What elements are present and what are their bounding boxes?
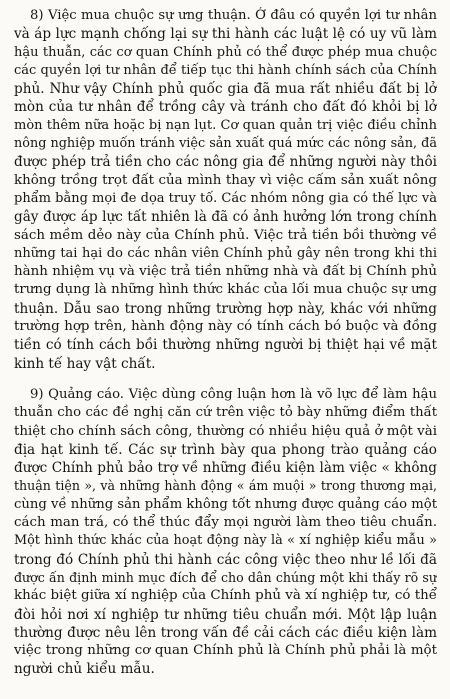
text-line: gây được áp lực tất nhiên là đã có ảnh hưởng lớn trong chính	[14, 209, 437, 226]
text-line: những tai hại do các nhân viên Chính phủ gây nên trong khi thi	[14, 245, 437, 261]
text-line: không trồng trọt đất của mình thay vì việc cấm sản xuất nông	[14, 172, 437, 188]
text-line: và áp lực mạnh chống lại sự thi hành các luật lệ có uy vũ làm	[14, 26, 437, 43]
text-line: việc trong những cơ quan Chính phủ là Chính phủ phải là một	[14, 643, 437, 659]
text-line: thiệt cho chính sách công, thường có nhiều hiệu quả ở một vài	[14, 423, 437, 439]
text-line: được phép trả tiền cho các nông gia để những người này thôi	[14, 154, 437, 171]
text-line: địa hạt kinh tế. Các sự trình bày qua phong trào quảng cáo	[14, 441, 437, 458]
text-line: sách mềm dẻo này của Chính phủ. Việc trả tiền bồi thường về	[14, 227, 437, 243]
text-line: thuận tiện », và những hành động « ám muội » trong thương mại,	[14, 478, 437, 494]
text-line: 8) Việc mua chuộc sự ưng thuận. Ở đâu có quyền lợi tư nhân	[30, 8, 437, 23]
text-line: phủ. Như vậy Chính phủ quốc gia đã mua rất nhiều đất bị lở	[14, 81, 437, 98]
text-line: được Chính phủ bảo trợ về những điều kiện làm việc « không	[14, 460, 437, 477]
text-line: thuẫn cho các đề nghị căn cứ trên việc tỏ bày những điểm thất	[14, 405, 437, 421]
text-line: Một hình thức khác của hoạt động này là « xí nghiệp kiểu mẫu »	[14, 533, 437, 549]
paragraph-mua-chuoc-su-ung-thuan	[14, 7, 437, 373]
text-line: người chủ kiểu mẫu.	[14, 661, 155, 678]
text-line: tiền có tính cách bồi thường những người bị thiệt hại về mặt	[14, 337, 437, 354]
text-line: kinh tế hay vật chất.	[14, 355, 156, 372]
text-line: cách man trá, có thể thúc đẩy mọi người làm theo tiêu chuẩn.	[14, 515, 437, 531]
text-line: trưng dụng là những hình thức khác của lối mua chuộc sự ưng	[14, 282, 437, 298]
text-line: mòn của tư nhân để trồng cây và tránh cho đất đó khỏi bị lở	[14, 99, 437, 116]
text-line: phẩm bằng mọi đe dọa truy tố. Các nhóm nông gia có thế lực và	[14, 190, 437, 206]
text-line: thuận. Dẫu sao trong những trường hợp này, khác với những	[14, 300, 437, 317]
text-line: trong đó Chính phủ thi hành các công việc theo như lề lối đã	[14, 551, 437, 568]
paragraph-gap	[14, 373, 437, 386]
text-line: hành nhiệm vụ và việc trả tiền những nhà và đất bị Chính phủ	[14, 264, 437, 280]
text-line: hậu thuẫn, các cơ quan Chính phủ có thể được phép mua chuộc	[14, 44, 437, 60]
text-line: các quyền lợi tư nhân để tiếp tục thi hành chính sách của Chính	[14, 62, 437, 78]
text-line: thường được nêu lên trong vấn đề cải cách các điều kiện làm	[14, 624, 437, 641]
text-line: trường hợp trên, hành động này có tính cách bó buộc và đồng	[14, 319, 437, 335]
paragraph-quang-cao	[14, 386, 437, 679]
text-line: đòi hỏi nơi xí nghiệp tư những tiêu chuẩn mới. Một lập luận	[14, 606, 437, 623]
text-line: khác biệt giữa xí nghiệp của Chính phủ và xí nghiệp tư, có thể	[14, 588, 437, 604]
text-line: cùng về những sản phẩm không tốt nhưng được quảng cáo một	[14, 496, 437, 512]
text-line: nông nghiệp muốn tránh việc sản xuất quá mức các nông sản, đã	[14, 136, 437, 152]
text-line: mòn thêm nữa hoặc bị nạn lụt. Cơ quan quản trị việc điều chỉnh	[14, 117, 437, 133]
text-line: được ấn định minh mục đích để cho dân chúng một khi thấy rõ sự	[14, 569, 437, 585]
text-line: 9) Quảng cáo. Việc dùng công luận hơn là võ lực để làm hậu	[30, 386, 437, 402]
